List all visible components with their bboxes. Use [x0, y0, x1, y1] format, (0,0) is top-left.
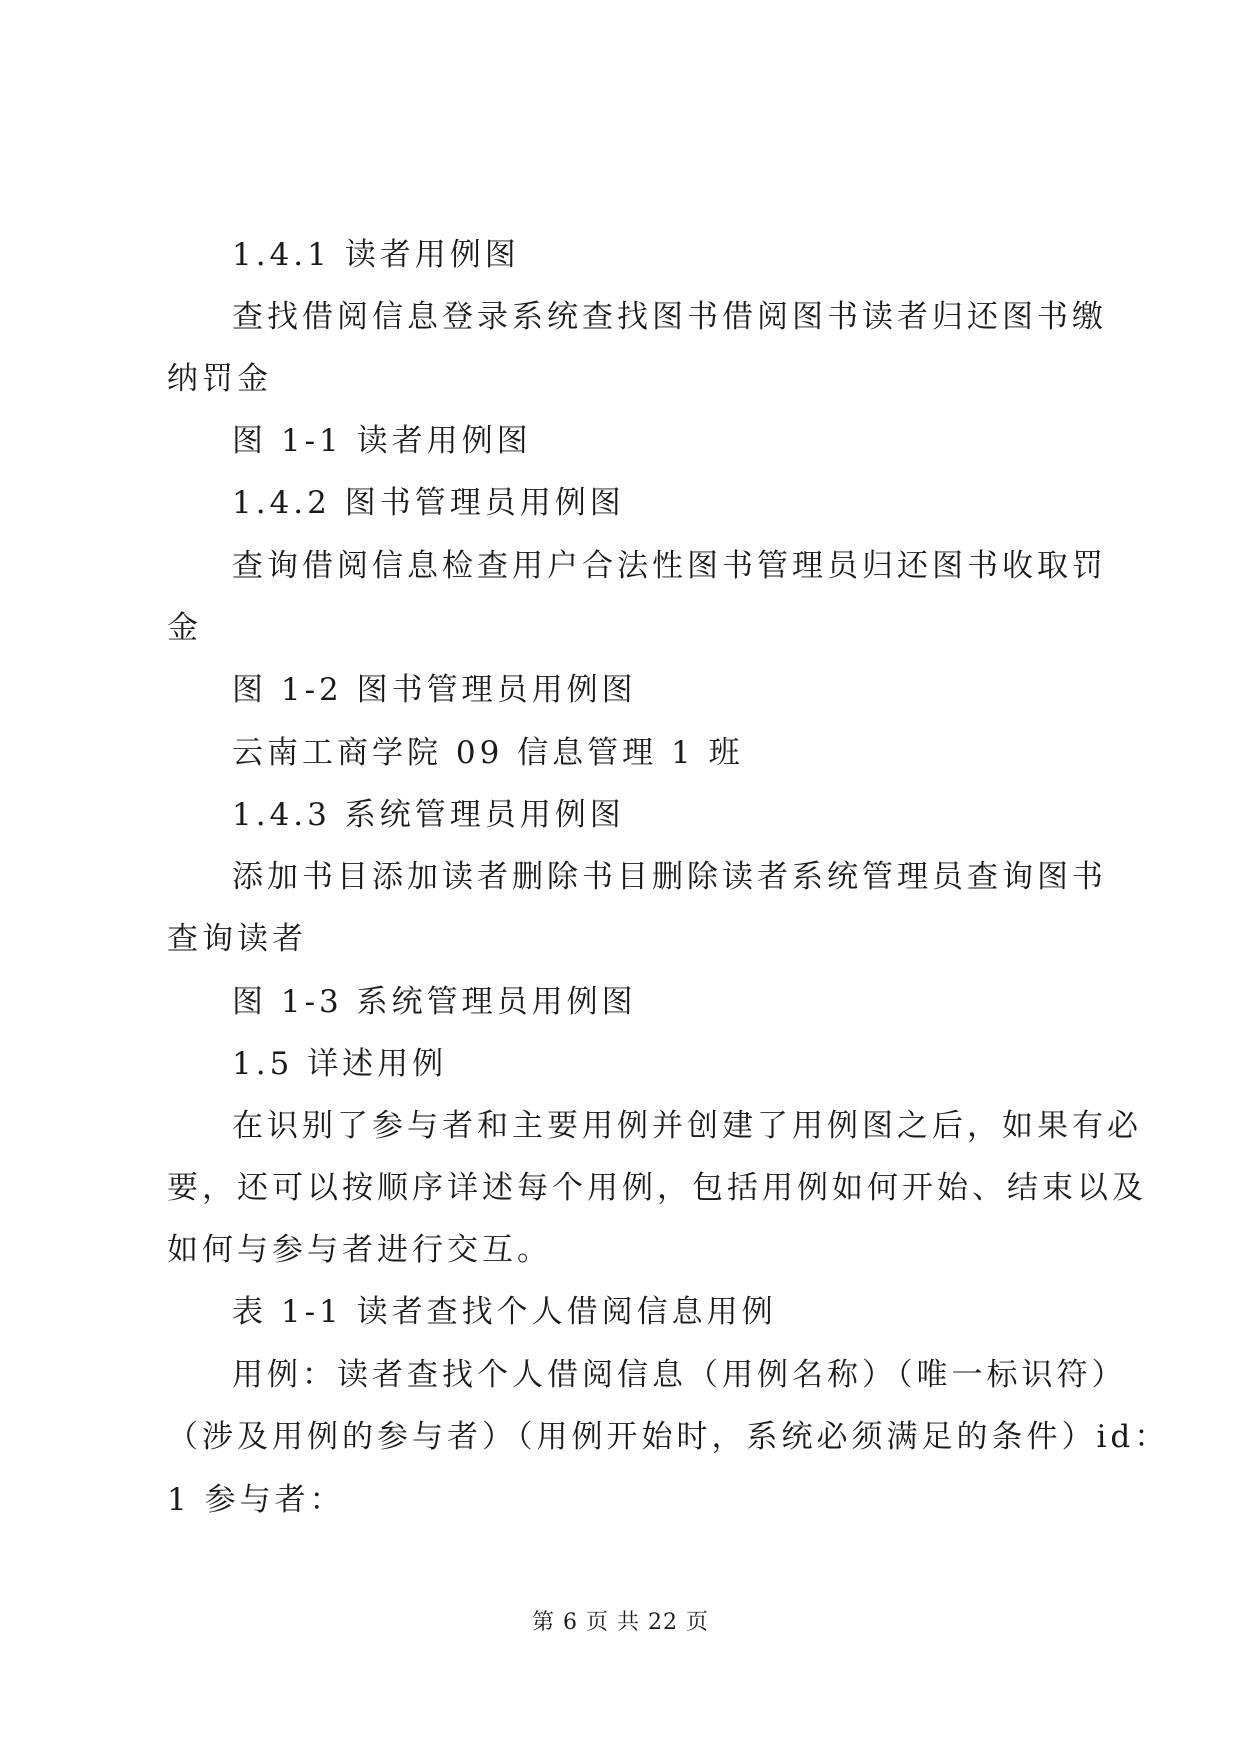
- section-heading-librarian-use-case: 1.4.2 图书管理员用例图: [232, 485, 625, 521]
- paragraph-line: 1 参与者：: [167, 1482, 345, 1518]
- section-heading-detailed-use-case: 1.5 详述用例: [232, 1046, 448, 1082]
- figure-caption: 图 1-2 图书管理员用例图: [232, 672, 637, 708]
- paragraph-line: （涉及用例的参与者）（用例开始时，系统必须满足的条件）id：: [167, 1419, 1170, 1455]
- paragraph-line: 在识别了参与者和主要用例并创建了用例图之后，如果有必: [232, 1108, 1142, 1144]
- paragraph-line: 纳罚金: [167, 361, 272, 397]
- paragraph-line: 要，还可以按顺序详述每个用例，包括用例如何开始、结束以及: [167, 1170, 1147, 1206]
- figure-caption: 图 1-1 读者用例图: [232, 423, 532, 459]
- section-heading-reader-use-case: 1.4.1 读者用例图: [232, 237, 520, 273]
- paragraph-line: 如何与参与者进行交互。: [167, 1232, 552, 1268]
- paragraph-line: 用例：读者查找个人借阅信息（用例名称）（唯一标识符）: [232, 1357, 1127, 1393]
- paragraph-line: 查询读者: [167, 921, 307, 957]
- table-caption: 表 1-1 读者查找个人借阅信息用例: [232, 1294, 777, 1330]
- paragraph-line: 金: [167, 610, 202, 646]
- section-heading-admin-use-case: 1.4.3 系统管理员用例图: [232, 797, 625, 833]
- paragraph-line: 查询借阅信息检查用户合法性图书管理员归还图书收取罚: [232, 548, 1107, 584]
- paragraph-line: 添加书目添加读者删除书目删除读者系统管理员查询图书: [232, 859, 1107, 895]
- page-number-footer: 第 6 页 共 22 页: [532, 1610, 709, 1635]
- paragraph-line: 云南工商学院 09 信息管理 1 班: [232, 735, 744, 771]
- paragraph-line: 查找借阅信息登录系统查找图书借阅图书读者归还图书缴: [232, 299, 1107, 335]
- figure-caption: 图 1-3 系统管理员用例图: [232, 984, 637, 1020]
